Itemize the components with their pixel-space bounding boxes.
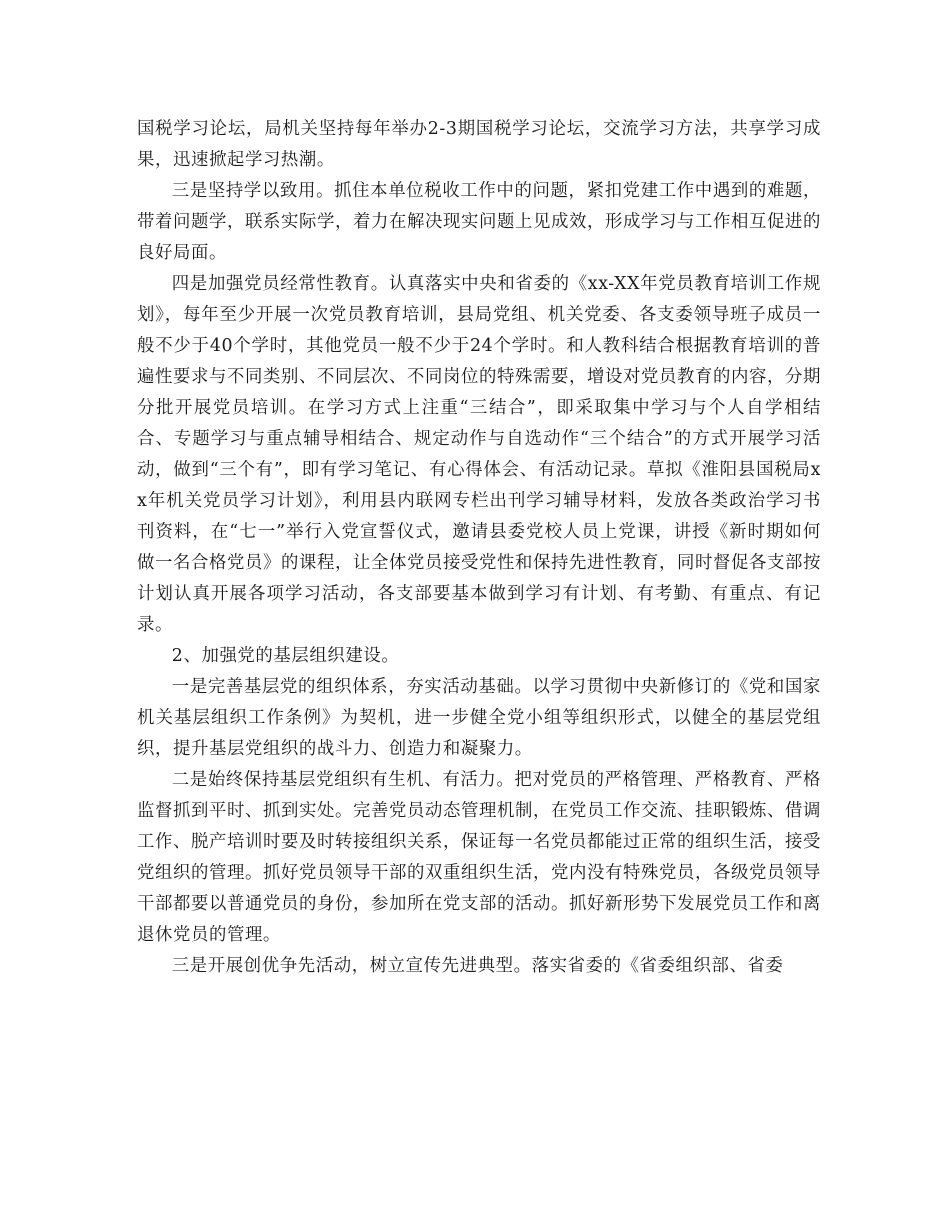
paragraph-6: 二是始终保持基层党组织有生机、有活力。把对党员的严格管理、严格教育、严格监督抓到平时、抓到实处。完善党员动态管理机制，在党员工作交流、挂职锻炼、借调工作、脱产培训时要及时转接组织关系，保证每一名党员都能过正常的组织生活，接受党组织的管理。抓好党员领导干部的双重组织生活，党内没有特殊党员，各级党员领导干部都要以普通党员的身份，参加所在党支部的活动。抓好新形势下发展党员工作和离退休党员的管理。 [137,770,821,945]
paragraph-7: 三是开展创优争先活动，树立宣传先进典型。落实省委的《省委组织部、省委 [171,956,784,976]
paragraph-2: 三是坚持学以致用。抓住本单位税收工作中的问题，紧扣党建工作中遇到的难题，带着问题学，联系实际学，着力在解决现实问题上见成效，形成学习与工作相互促进的良好局面。 [137,181,821,263]
paragraph-1: 国税学习论坛，局机关坚持每年举办2-3期国税学习论坛，交流学习方法，共享学习成果，迅速掀起学习热潮。 [137,119,821,170]
document-body [137,114,821,982]
paragraph-5: 一是完善基层党的组织体系，夯实活动基础。以学习贯彻中央新修订的《党和国家机关基层组织工作条例》为契机，进一步健全党小组等组织形式，以健全的基层党组织，提升基层党组织的战斗力、创造力和凝聚力。 [137,677,821,759]
paragraph-4-heading: 2、加强党的基层组织建设。 [171,646,400,666]
paragraph-3: 四是加强党员经常性教育。认真落实中央和省委的《xx-XX年党员教育培训工作规划》，每年至少开展一次党员教育培训，县局党组、机关党委、各支委领导班子成员一般不少于40个学时，其他党员一般不少于24个学时。和人教科结合根据教育培训的普遍性要求与不同类别、不同层次、不同岗位的特殊需要，增设对党员教育的内容，分期分批开展党员培训。在学习方式上注重“三结合”，即采取集中学习与个人自学相结合、专题学习与重点辅导相结合、规定动作与自选动作“三个结合”的方式开展学习活动，做到“三个有”，即有学习笔记、有心得体会、有活动记录。草拟《淮阳县国税局xx年机关党员学习计划》，利用县内联网专栏出刊学习辅导材料，发放各类政治学习书刊资料，在“七一”举行入党宣誓仪式，邀请县委党校人员上党课，讲授《新时期如何做一名合格党员》的课程，让全体党员接受党性和保持先进性教育，同时督促各支部按计划认真开展各项学习活动，各支部要基本做到学习有计划、有考勤、有重点、有记录。 [137,274,821,635]
